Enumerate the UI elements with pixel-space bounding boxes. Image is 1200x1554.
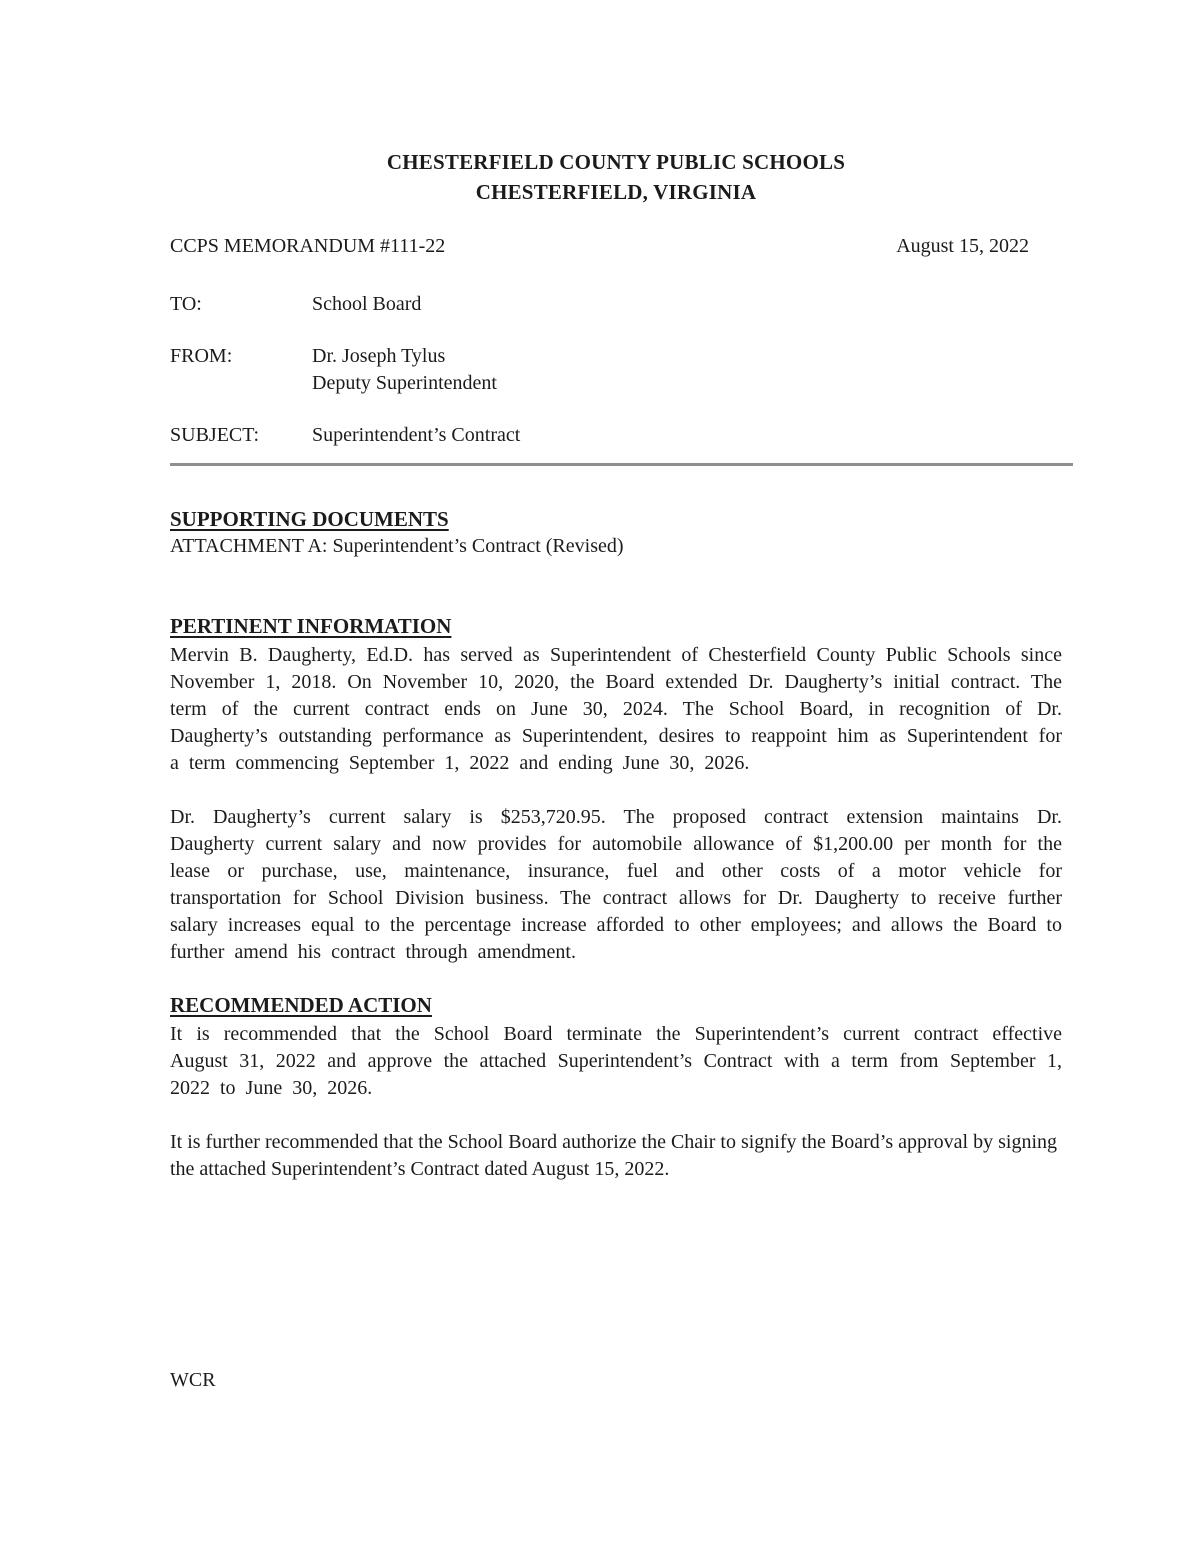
to-value: School Board: [312, 293, 422, 315]
recommended-action-heading: RECOMMENDED ACTION: [170, 993, 432, 1017]
from-title: Deputy Superintendent: [312, 372, 497, 394]
memo-number-row: [170, 233, 1062, 260]
section-recommended-action: [170, 991, 1062, 1183]
from-label: FROM:: [170, 345, 233, 367]
org-location: CHESTERFIELD, VIRGINIA: [475, 180, 757, 204]
attachment-line: ATTACHMENT A: Superintendent’s Contract (Revised): [170, 535, 624, 557]
recommended-paragraph-2: It is further recommended that the School Board authorize the Chair to signify the Board’s approval by signing the attached Superintendent’s Contract dated August 15, 2022.: [170, 1131, 1058, 1180]
from-row: [170, 343, 1062, 397]
org-name: CHESTERFIELD COUNTY PUBLIC SCHOOLS: [386, 150, 846, 174]
recommended-paragraph-1: It is recommended that the School Board terminate the Superintendent’s current contract effective August 31, 2022 and approve the attached Superintendent’s Contract with a term from September 1, 2022 to June 30, 2026.: [170, 1023, 1062, 1099]
memo-date: August 15, 2022: [896, 235, 1029, 257]
header-divider: [170, 463, 1073, 466]
supporting-documents-heading: SUPPORTING DOCUMENTS: [170, 507, 449, 531]
section-supporting-documents: [170, 505, 1062, 560]
from-name: Dr. Joseph Tylus: [312, 345, 446, 367]
subject-value: Superintendent’s Contract: [312, 424, 521, 446]
memo-number: CCPS MEMORANDUM #111-22: [170, 235, 446, 257]
section-pertinent-information: [170, 612, 1062, 966]
to-label: TO:: [170, 293, 202, 315]
pertinent-information-heading: PERTINENT INFORMATION: [170, 614, 452, 638]
from-value: [312, 343, 1062, 397]
pertinent-paragraph-2: Dr. Daugherty’s current salary is $253,720.95. The proposed contract extension maintains Dr. Daugherty current salary and now provides for automobile allowance of $1,200.00 per month for the lease or purchase, use, maintenance, insurance, fuel and other costs of a motor vehicle for transportation for School Division business. The contract allows for Dr. Daugherty to receive further salary increases equal to the percentage increase afforded to other employees; and allows the Board to further amend his contract through amendment.: [170, 806, 1062, 963]
subject-label: SUBJECT:: [170, 424, 260, 446]
to-row: [170, 291, 1062, 318]
document-header: [170, 147, 1062, 207]
subject-row: [170, 422, 1062, 449]
author-initials: WCR: [170, 1369, 216, 1391]
pertinent-paragraph-1: Mervin B. Daugherty, Ed.D. has served as Superintendent of Chesterfield County Public Schools since November 1, 2018. On November 10, 2020, the Board extended Dr. Daugherty’s initial contract. The term of the current contract ends on June 30, 2024. The School Board, in recognition of Dr. Daugherty’s outstanding performance as Superintendent, desires to reappoint him as Superintendent for a term commencing September 1, 2022 and ending June 30, 2026.: [170, 644, 1062, 774]
